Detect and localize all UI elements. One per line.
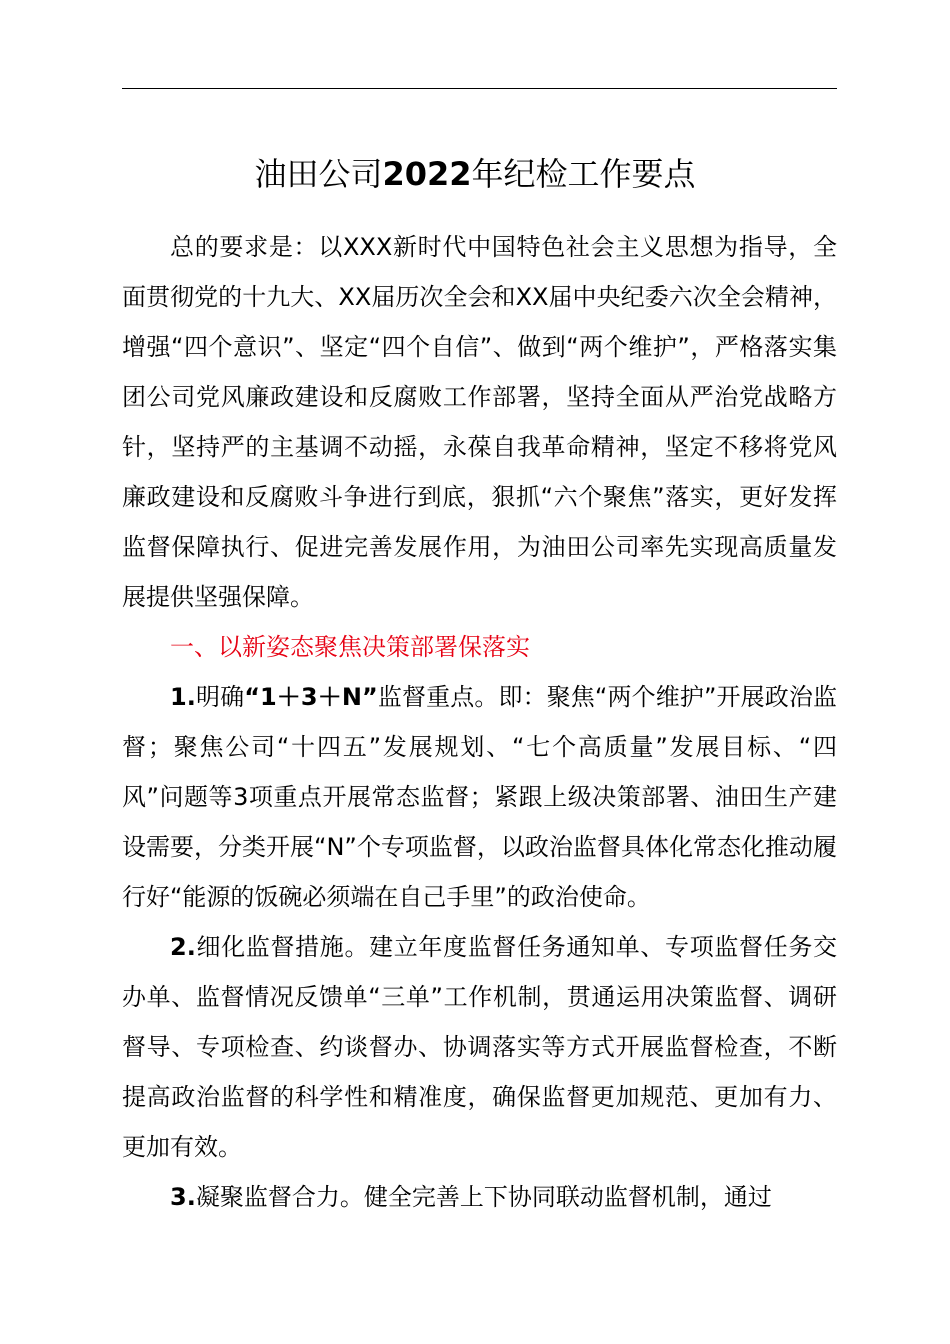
document-title [0, 150, 950, 198]
title-year: 2022 [382, 155, 472, 193]
item-2-text: 细化监督措施。建立年度监督任务通知单、专项监督任务交办单、监督情况反馈单“三单”工作机制，贯通运用决策监督、调研督导、专项检查、约谈督办、协调落实等方式开展监督检查，不断提高政治监督的科学性和精准度，确保监督更加规范、更加有力、更加有效。 [122, 933, 837, 1161]
item-1-bold: “1＋3＋N” [244, 683, 378, 711]
item-1-number: 1. [170, 683, 196, 711]
section-heading: 一、以新姿态聚焦决策部署保落实 [170, 633, 530, 661]
item-3-text: 凝聚监督合力。健全完善上下协同联动监督机制，通过 [195, 1183, 772, 1211]
item-1-text: 监督重点。即：聚焦“两个维护”开展政治监督；聚焦公司“十四五”发展规划、“七个高质量”发展目标、“四风”问题等3项重点开展常态监督；紧跟上级决策部署、油田生产建设需要，分类开展“N”个专项监督，以政治监督具体化常态化推动履行好“能源的饭碗必须端在自己手里”的政治使命。 [122, 683, 838, 911]
title-prefix: 油田公司 [254, 155, 383, 193]
item-3-number: 3. [170, 1183, 196, 1211]
header-rule [122, 88, 837, 89]
title-suffix: 年纪检工作要点 [471, 155, 696, 193]
item-2-number: 2. [170, 933, 196, 961]
item-2 [122, 922, 837, 1172]
item-3 [122, 1172, 837, 1222]
item-1 [122, 672, 837, 922]
item-1-lead: 明确 [195, 683, 245, 711]
document-body [122, 222, 837, 1222]
intro-paragraph: 总的要求是：以XXX新时代中国特色社会主义思想为指导，全面贯彻党的十九大、XX届历次全会和XX届中央纪委六次全会精神，增强“四个意识”、坚定“四个自信”、做到“两个维护”，严格落实集团公司党风廉政建设和反腐败工作部署，坚持全面从严治党战略方针，坚持严的主基调不动摇，永葆自我革命精神，坚定不移将党风廉政建设和反腐败斗争进行到底，狠抓“六个聚焦”落实，更好发挥监督保障执行、促进完善发展作用，为油田公司率先实现高质量发展提供坚强保障。 [122, 233, 837, 611]
